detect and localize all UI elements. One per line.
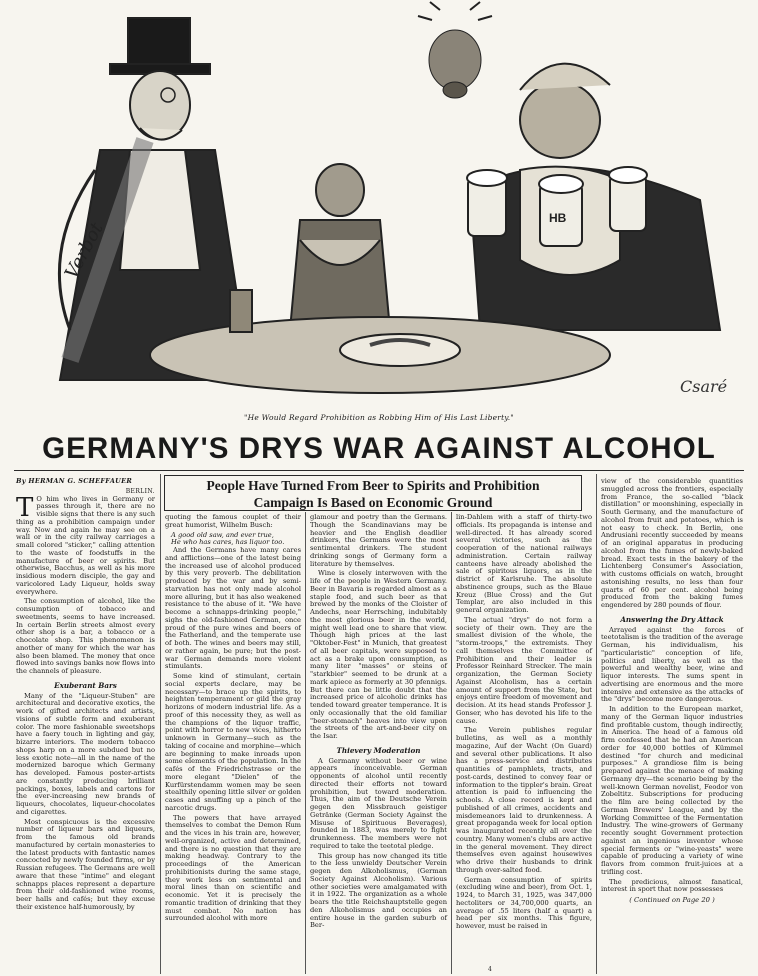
continued-notice: ( Continued on Page 20 ) xyxy=(629,896,715,904)
mug-label: HB xyxy=(549,211,567,225)
paragraph: view of the considerable quantities smuggled across the frontiers, especially from France, the so-called "black distillation" or moonshining, especially in South Germany, and the manufacture of alcohol from fruit and potatoes, which is not easy to check. In Berlin, one Andrusiani recently succeeded by means of an original apparatus in producing alcohol from the fumes of newly-baked bread. Exact tests in the bakery of the Lichtenberg Consumer's Association, with customs officials on watch, brought astonishing results, no less than four quarts of 60 per cent. alcohol being produced from the baking fumes engendered by 280 pounds of flour. xyxy=(601,477,743,609)
paragraph: The Verein publishes regular bulletins, as well as a monthly magazine, Auf der Wacht (On Guard) and several other publications. It also has a press-service and distributes quantities of pamphlets, tracts, and post-cards, destined to convey fear or information to the tippler's brain. Great attention is paid to influencing the schools. A close record is kept and published of all crimes, accidents and misdemeanors laid to drunkenness. A great propaganda week for local option was inaugurated recently all over the country. Many women's clubs are active in the general movement. They direct themselves even against housewives who drive their husbands to drink through over-salted food. xyxy=(456,726,592,874)
paragraph: This group has now changed its title to the less unwieldy Deutscher Verein gegen den Alkoholismus, (German Society Against Alcoholism). Various other societies were amalgamated with it in 1922. The organization as a whole bears the title Reichshauptstelle gegen den Alkoholismus and occupies an entire house in the garden suburb of Ber- xyxy=(310,851,447,930)
paragraph: In addition to the European market, many of the German liquor industries find profitable custom, though indirectly, in America. The head of a famous old firm confessed that he had an American order for 40,000 bottles of Kümmel destined "for church and medicinal purposes." A grandiose film is being prepared against the menace of making Germany dry—the scenario being by the well-known German novelist, Feodor von Zobeltitz. Subscriptions for producing the film are being collected by the German Brewers' League, and by the Working Committee of the Fermentation Industry. The wine-growers of Germany recently sought Government protection against an ingenious inventor whose special ferments or "wine-yeasts" were capable of producing a variety of wine flavors from common fruit-juices at a trifling cost. xyxy=(601,705,743,876)
column-divider xyxy=(451,512,452,974)
subheading: Answering the Dry Attack xyxy=(620,614,724,624)
article-column-1 xyxy=(16,478,155,914)
article-column-3 xyxy=(310,514,447,932)
paragraph: The powers that have arrayed themselves to combat the Demon Rum and the vices in his train are, however, well-organized, active and determined, and there is no question that they are making headway. Contrary to the proceedings of the American prohibitionists during the same stage, they work less on sentimental and moral lines than on scientific and economic. Yet it is precisely the romantic tradition of drinking that they must combat. No nation has surrounded alcohol with more xyxy=(165,813,301,923)
article-column-5 xyxy=(601,478,743,905)
paragraph: glamour and poetry than the Germans. Though the Scandinavians may be heavier and the English deadlier drinkers, the Germans were the most sentimental drinkers. The student drinking songs of Germany form a literature by themselves. xyxy=(310,513,447,568)
paragraph: The actual "drys" do not form a society of their own. They are the smallest division of the whole, the "storm-troops," the extremists. They call themselves the Committee of Prohibition and their leader is Professor Reinhard Strecker. The main organization, the German Society Against Alcoholism, has a certain amount of support from the State, but enjoys entire freedom of movement and decision. At its head stands Professor J. Gonser, who has devoted his life to the cause. xyxy=(456,615,592,725)
subheading: Exuberant Bars xyxy=(54,680,117,690)
artist-signature: Csaré xyxy=(680,377,728,396)
paragraph: lin-Dahlem with a staff of thirty-two officials. Its propaganda is intense and well-directed. It has already scored several victories, such as the cooperation of the national railways administration. Certain railway canteens have already abolished the sale of spiritous liquors, as in the district of Karlsruhe. The absolute abstinence groups, such as the Blaue Kreuz (Blue Cross) and the Gut Templar, are also included in this general organization. xyxy=(456,513,592,614)
paragraph: The consumption of alcohol, like the consumption of tobacco and sweetments, seems to have increased. In certain Berlin streets almost every other shop is a bar, a tobacco or a chocolate shop. This phenomenon is another of many for which the war has also been blamed. The money that once flowed into savings banks now flows into the channels of pleasure. xyxy=(16,597,155,675)
verse-line: He who has cares, has liquor too. xyxy=(171,538,285,547)
column-divider xyxy=(596,474,597,974)
paragraph: Some kind of stimulant, certain social experts declare, may be necessary—to brace up the spirits, to heighten temperament or gild the gray horizons of modern industrial life. As a proof of this necessity they, as well as the champions of the liquor traffic, point with horror to new vices, hitherto unknown in Germany—such as the taking of cocaine and morphine—which are beginning to make inroads upon some elements of the population. In the cafés of the Friedrichstrasse or the more elegant "Dielen" of the Kurfürstendamm women may be seen stealthily opening little silver or golden cases and snuffing up a pinch of the narcotic drugs. xyxy=(165,672,301,812)
paragraph: Arrayed against the forces of teetotalism is the tradition of the average German, his individualism, his "particularistic" conception of life, politics and liberty, as well as the powerful and wealthy beer, wine and liquor interests. The sums spent in advertising are enormous and the more intensive and extensive as the attacks of the "drys" become more dangerous. xyxy=(601,625,743,704)
cartoon-illustration xyxy=(0,0,758,415)
illustration-caption: "He Would Regard Prohibition as Robbing Him of His Last Liberty." xyxy=(244,413,514,422)
verse-line: A good old saw, and ever true, xyxy=(171,530,274,539)
subheading: Thievery Moderation xyxy=(336,745,421,755)
headline: GERMANY'S DRYS WAR AGAINST ALCOHOL xyxy=(42,432,716,465)
top-rule xyxy=(14,470,744,471)
paragraph: Many of the "Liqueur-Stuben" are architectural and decorative exotics, the work of gifted architects and artists, visions of subtle form and exuberant color. The more fashionable sweetshops have a faery touch in lighting and gay, bizarre interiors. The modern tobacco shops harp on a more subdued but no less exotic note—all in the name of the modernized baroque which Germany has developed. Famous poster-artists are constantly producing brilliant packings, boxes, labels and cartons for the ever-increasing new brands of liqueurs, chocolates, liqueur-chocolates and cigarettes. xyxy=(16,691,155,816)
drop-cap: T xyxy=(16,492,34,523)
paragraph: T O him who lives in Germany or passes through it, there are no visible signs that there is any such thing as a prohibition campaign under way. Now and again he may see on a wall or in the city railway carriages a small colored "sticker," calling attention to the waste of foodstuffs in the manufacture of beer or spirits. But otherwise, Bacchus, as well as his more insidious modern disciple, the gay and varicolored Lady Liqueur, holds sway everywhere. xyxy=(16,492,155,596)
paragraph: A Germany without beer or wine appears inconceivable. German opponents of alcohol until recently directed their efforts not toward prohibition, but toward moderation. Thus, the aim of the Deutsche Verein gegen den Missbrauch geistiger Getränke (German Society Against the Misuse of Spirituous Beverages), founded in 1883, was merely to fight drunkenness. The members were not required to take the teetotal pledge. xyxy=(310,756,447,850)
paragraph: And the Germans have many cares and afflictions—one of the latest being the increased use of alcohol produced by this very proverb. The debilitation produced by the war and by semi-starvation has not only made alcohol more alluring, but it has also weakened resistance to the abuse of it. "We have become a schnapps-drinking people," sighs the old-fashioned German, once proud of the pure wines and beers of the Fatherland, and the temperate use of both. The wines and beers may still, or rather again, be pure; but the post-war German demands more violent stimulants. xyxy=(165,546,301,671)
cartoon-drawing xyxy=(0,0,758,415)
article-column-4 xyxy=(456,514,592,933)
sash-text: Verbot xyxy=(60,219,108,283)
column-divider xyxy=(160,474,161,974)
paragraph: Most conspicuous is the excessive number of liqueur bars and liqueurs, from the famous old brands manufactured by certain monasteries to the latest products with fantastic names concocted by newly founded firms, or by Russian refugees. The Germans are well aware that these "intime" and elegant schnapps places represent a departure from their old-fashioned wine rooms, beer halls and cafés; but they excuse their existence half-humorously, by xyxy=(16,817,155,911)
paragraph: The predicious, almost fanatical, interest in sport that now possesses xyxy=(601,877,743,894)
paragraph: quoting the famous couplet of their great humorist, Wilhelm Busch: xyxy=(165,513,301,529)
deck-box xyxy=(164,475,582,511)
dateline: BERLIN. xyxy=(125,487,155,495)
column-divider xyxy=(305,512,306,974)
byline: By HERMAN G. SCHEFFAUER xyxy=(16,477,133,485)
paragraph: German consumption of spirits (excluding wine and beer), from Oct. 1, 1924, to March 31, 1925, was 347,000 hectoliters or 34,700,000 quarts, an average of .55 liters (half a quart) a head per six months. This figure, however, must be raised in xyxy=(456,875,592,930)
article-column-2 xyxy=(165,514,301,925)
deck-line-1: People Have Turned From Beer to Spirits and Prohibition xyxy=(206,478,540,493)
page-marker: 4 xyxy=(488,966,492,973)
paragraph: Wine is closely interwoven with the life of the people in Western Germany. Beer in Bavaria is regarded almost as a staple food, and such beer as that brewed by the monks of the Cloister of Andechs, near Herrsching, indubitably the most glorious beer in the world, might well lead one to share that view. Though high prices at the last "Oktober-Fest" in Munich, that greatest of all beer capitals, were supposed to act as a brake upon consumption, as many liter "masses" or steins of "starkbier" seemed to be drunk at a mark apiece as formerly at 30 pfennigs. But there can be little doubt that the increased price of alcoholic drinks has tended toward greater temperance. It is only occasionally that the old familiar "beer-stomach" heaves into view upon the streets of the art-and-beer city on the Isar. xyxy=(310,569,447,740)
deck-line-2: Campaign Is Based on Economic Ground xyxy=(253,495,493,510)
